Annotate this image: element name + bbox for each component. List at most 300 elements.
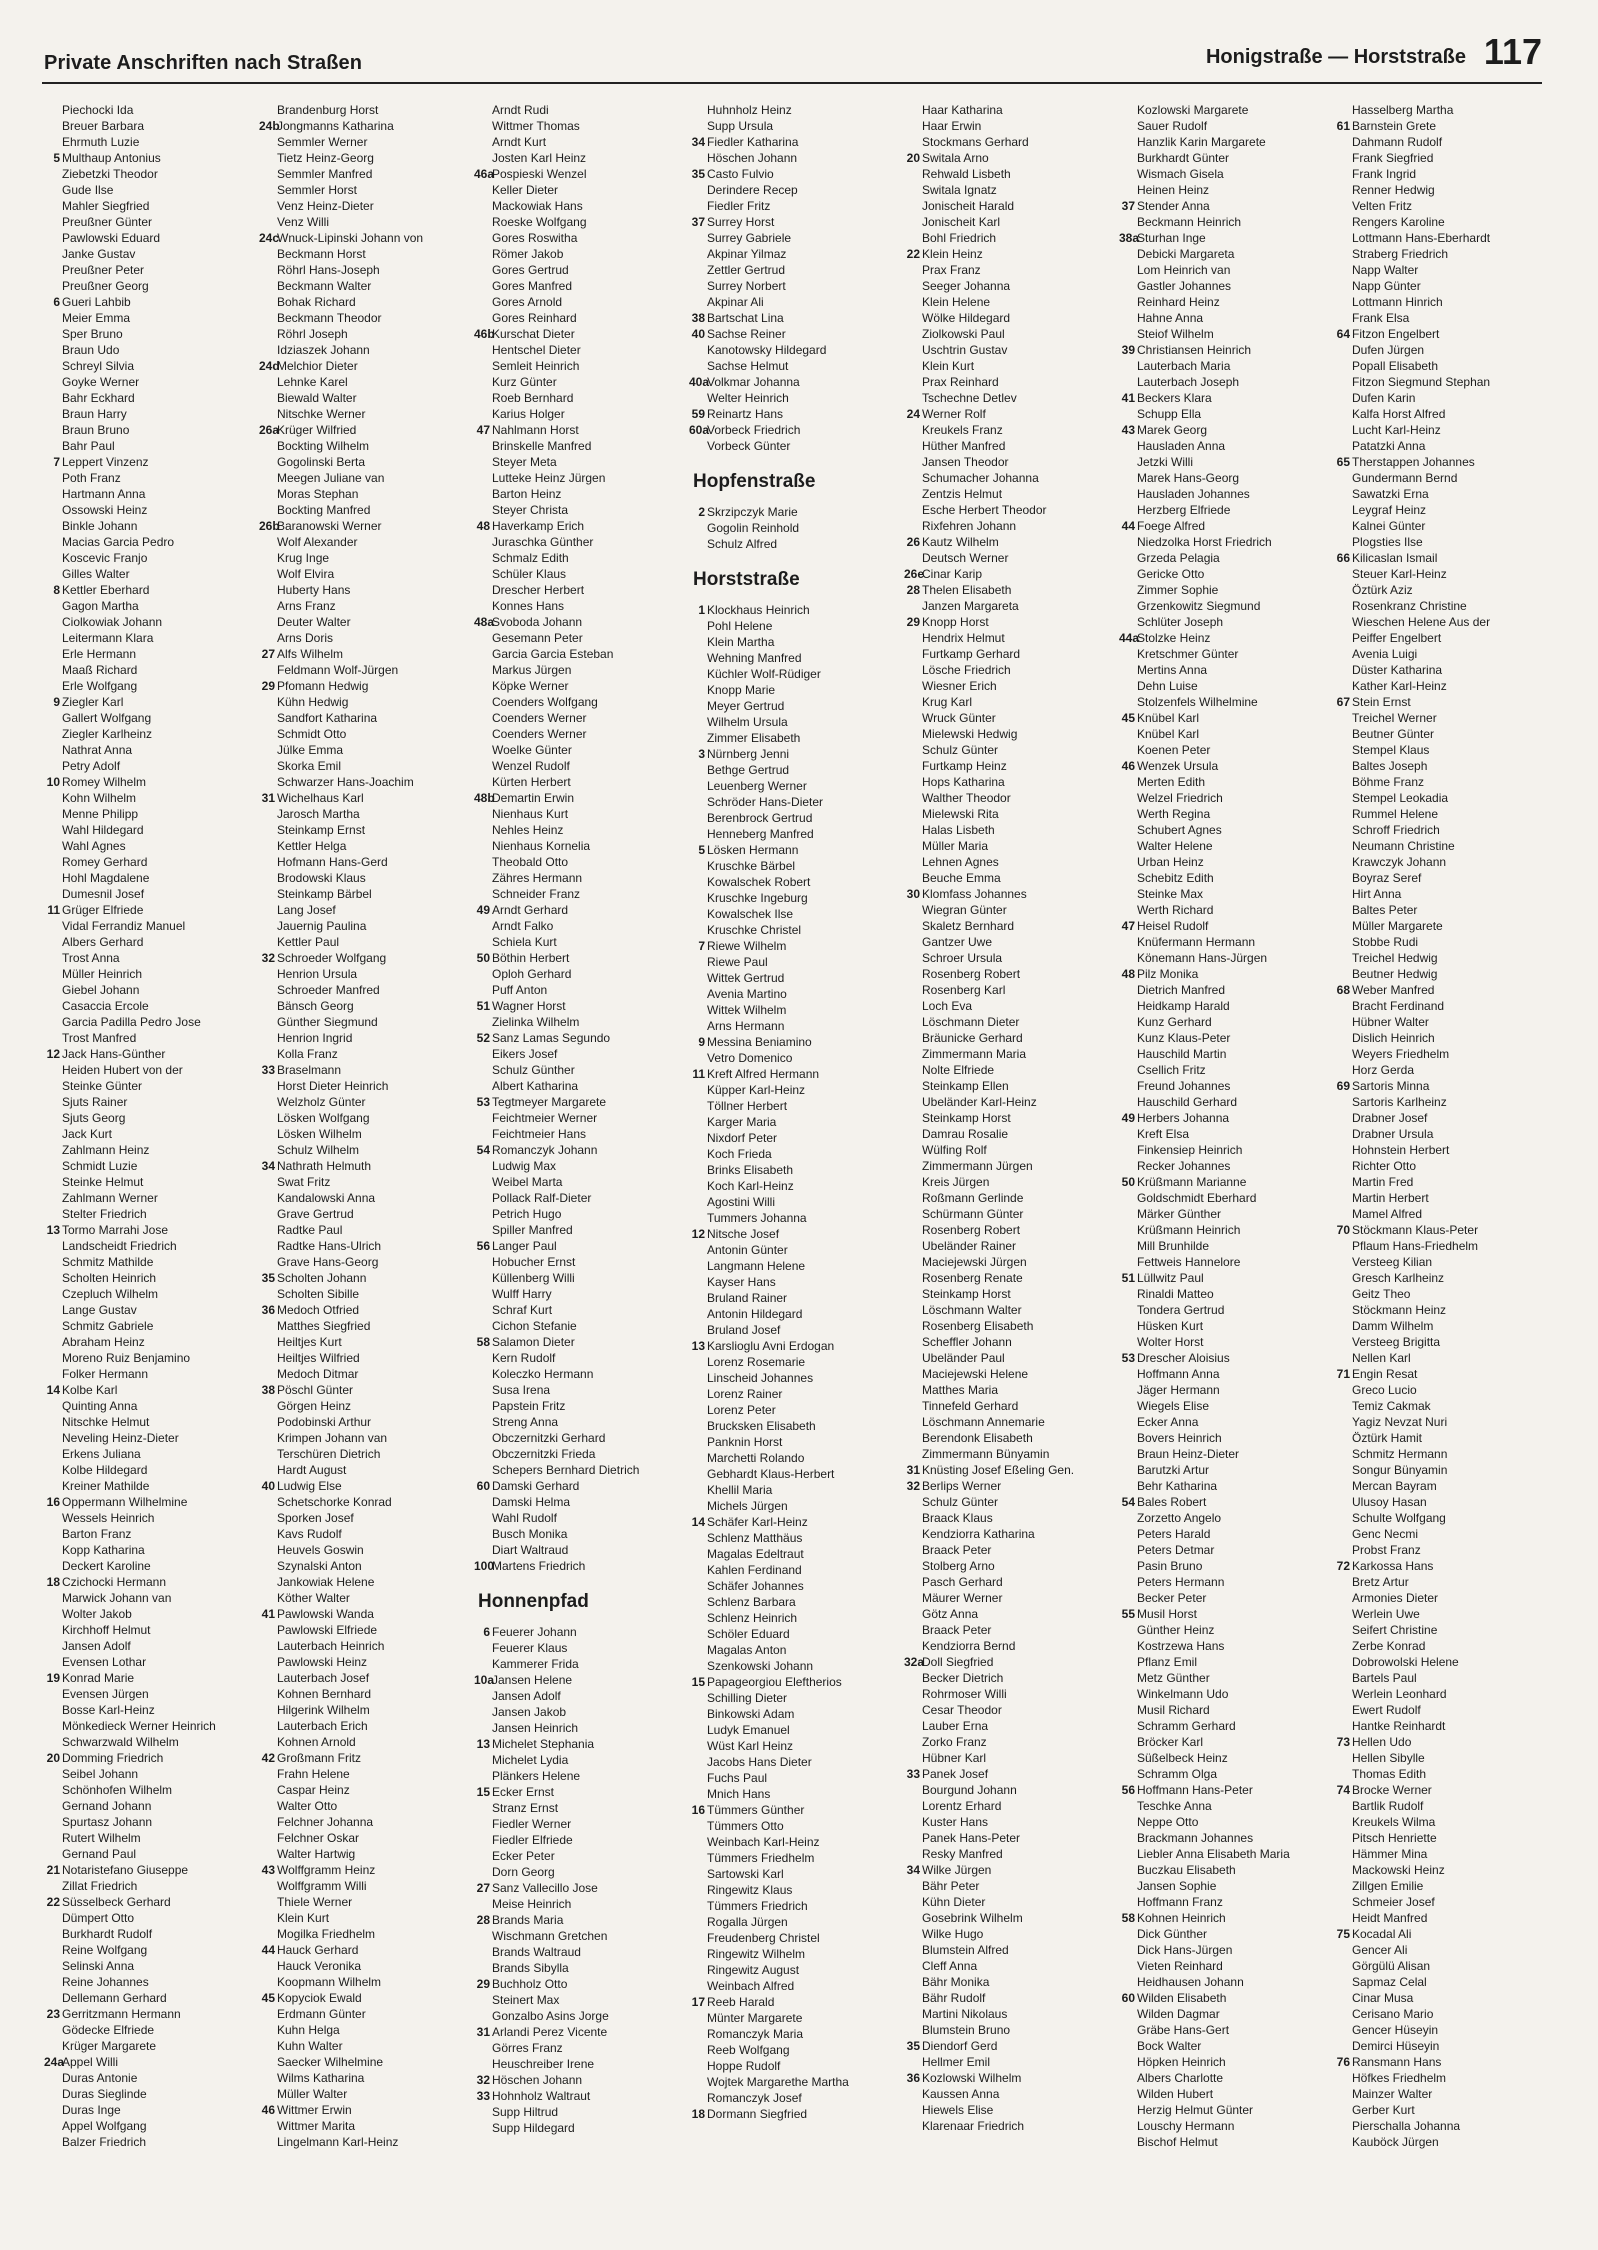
house-number: 14: [46, 1383, 60, 1397]
resident-name: Matthes Maria: [922, 1383, 999, 1397]
resident-name: Jonischeit Karl: [922, 215, 1001, 229]
address-entry: [259, 326, 469, 342]
resident-name: Hoffmann Hans-Peter: [1137, 1783, 1253, 1797]
house-number: 34: [906, 1863, 920, 1877]
resident-name: Gräbe Hans-Gert: [1137, 2023, 1230, 2037]
resident-name: Rosenberg Robert: [922, 1223, 1021, 1237]
resident-name: Buczkau Elisabeth: [1137, 1863, 1236, 1877]
resident-name: Müller Walter: [277, 2087, 348, 2101]
address-entry: [904, 550, 1114, 566]
address-entry: [44, 2054, 254, 2070]
address-entry: [904, 1270, 1114, 1286]
resident-name: Gude Ilse: [62, 183, 114, 197]
address-entry: [1334, 1430, 1544, 1446]
address-entry: [1119, 1638, 1329, 1654]
address-entry: [689, 1946, 899, 1962]
address-entry: [474, 1238, 684, 1254]
resident-name: Welzel Friedrich: [1137, 791, 1223, 805]
resident-name: Düster Katharina: [1352, 663, 1443, 677]
address-entry: [689, 1354, 899, 1370]
house-number: 44a: [1119, 631, 1140, 645]
address-entry: [259, 918, 469, 934]
resident-name: Reeb Harald: [707, 1995, 775, 2009]
address-entry: [1119, 694, 1329, 710]
resident-name: Römer Jakob: [492, 247, 564, 261]
resident-name: Meyer Gertrud: [707, 699, 785, 713]
resident-name: Beckmann Horst: [277, 247, 366, 261]
resident-name: Hellen Sibylle: [1352, 1751, 1425, 1765]
house-number: 13: [46, 1223, 60, 1237]
address-entry: [474, 102, 684, 118]
address-entry: [1119, 406, 1329, 422]
resident-name: Karger Maria: [707, 1115, 777, 1129]
address-entry: [474, 134, 684, 150]
resident-name: Stolzke Heinz: [1137, 631, 1211, 645]
resident-name: Mielewski Rita: [922, 807, 999, 821]
address-entry: [474, 1704, 684, 1720]
address-entry: [689, 634, 899, 650]
address-entry: [474, 1206, 684, 1222]
house-number: 48b: [474, 791, 495, 805]
address-entry: [259, 1622, 469, 1638]
resident-name: Leuenberg Werner: [707, 779, 807, 793]
resident-name: Öztürk Hamit: [1352, 1431, 1423, 1445]
resident-name: Baltes Joseph: [1352, 759, 1428, 773]
address-entry: [44, 1014, 254, 1030]
resident-name: Schumacher Johanna: [922, 471, 1039, 485]
address-entry: [1334, 614, 1544, 630]
address-entry: [904, 982, 1114, 998]
address-entry: [474, 1062, 684, 1078]
address-entry: [1119, 614, 1329, 630]
resident-name: Krawczyk Johann: [1352, 855, 1447, 869]
resident-name: Marek Georg: [1137, 423, 1208, 437]
address-entry: [1334, 1686, 1544, 1702]
resident-name: Ecker Ernst: [492, 1785, 555, 1799]
address-entry: [259, 1718, 469, 1734]
address-entry: [1119, 1206, 1329, 1222]
resident-name: Jansen Jakob: [492, 1705, 567, 1719]
resident-name: Wahl Agnes: [62, 839, 126, 853]
house-number: 23: [46, 2007, 60, 2021]
resident-name: Sandfort Katharina: [277, 711, 378, 725]
address-entry: [904, 2054, 1114, 2070]
address-entry: [1334, 1222, 1544, 1238]
resident-name: Damski Helma: [492, 1495, 571, 1509]
resident-name: Burkhardt Rudolf: [62, 1927, 153, 1941]
address-entry: [44, 1798, 254, 1814]
resident-name: Braack Peter: [922, 1543, 992, 1557]
address-entry: [44, 454, 254, 470]
resident-name: Plogsties Ilse: [1352, 535, 1423, 549]
address-entry: [259, 1814, 469, 1830]
address-entry: [474, 294, 684, 310]
address-entry: [689, 1242, 899, 1258]
resident-name: Kreiner Mathilde: [62, 1479, 150, 1493]
address-entry: [1334, 454, 1544, 470]
address-entry: [904, 1078, 1114, 1094]
resident-name: Velten Fritz: [1352, 199, 1413, 213]
address-entry: [474, 662, 684, 678]
house-number: 58: [1121, 1911, 1135, 1925]
address-entry: [474, 518, 684, 534]
house-number: 11: [692, 1067, 705, 1081]
address-entry: [259, 1638, 469, 1654]
resident-name: Karslioglu Avni Erdogan: [707, 1339, 835, 1353]
address-entry: [44, 1126, 254, 1142]
address-entry: [44, 1958, 254, 1974]
resident-name: Ehrmuth Luzie: [62, 135, 140, 149]
resident-name: Behr Katharina: [1137, 1479, 1218, 1493]
address-entry: [259, 2006, 469, 2022]
resident-name: Cinar Musa: [1352, 1991, 1414, 2005]
resident-name: Blumstein Alfred: [922, 1943, 1009, 1957]
resident-name: Arndt Rudi: [492, 103, 549, 117]
resident-name: Bänsch Georg: [277, 999, 354, 1013]
address-entry: [689, 1562, 899, 1578]
resident-name: Krug Inge: [277, 551, 330, 565]
address-entry: [44, 390, 254, 406]
address-entry: [904, 1670, 1114, 1686]
address-entry: [1334, 390, 1544, 406]
house-number: 12: [691, 1227, 705, 1241]
resident-name: Wessels Heinrich: [62, 1511, 155, 1525]
house-number: 76: [1336, 2055, 1350, 2069]
address-entry: [1119, 1798, 1329, 1814]
resident-name: Schiela Kurt: [492, 935, 557, 949]
address-entry: [44, 582, 254, 598]
address-entry: [1119, 710, 1329, 726]
address-entry: [904, 1894, 1114, 1910]
address-entry: [259, 1046, 469, 1062]
resident-name: Walter Hartwig: [277, 1847, 356, 1861]
resident-name: Drescher Herbert: [492, 583, 585, 597]
house-number: 18: [691, 2107, 705, 2121]
house-number: 59: [691, 407, 705, 421]
address-entry: [259, 646, 469, 662]
house-number: 20: [906, 151, 920, 165]
resident-name: Seifert Christine: [1352, 1623, 1438, 1637]
address-entry: [1119, 2070, 1329, 2086]
address-entry: [1119, 2006, 1329, 2022]
house-number: 44: [261, 1943, 275, 1957]
address-entry: [474, 870, 684, 886]
address-entry: [1119, 678, 1329, 694]
address-entry: [689, 406, 899, 422]
resident-name: Welter Heinrich: [707, 391, 789, 405]
address-entry: [689, 826, 899, 842]
resident-name: Wenzel Rudolf: [492, 759, 570, 773]
resident-name: Romanczyk Johann: [492, 1143, 598, 1157]
address-entry: [904, 1478, 1114, 1494]
address-entry: [689, 730, 899, 746]
resident-name: Pollack Ralf-Dieter: [492, 1191, 592, 1205]
resident-name: Romanczyk Josef: [707, 2091, 802, 2105]
resident-name: Jansen Theodor: [922, 455, 1009, 469]
resident-name: Hausladen Anna: [1137, 439, 1226, 453]
resident-name: Klein Helene: [922, 295, 991, 309]
address-entry: [1119, 518, 1329, 534]
address-entry: [1334, 1590, 1544, 1606]
address-entry: [689, 1962, 899, 1978]
address-entry: [44, 1158, 254, 1174]
address-entry: [1334, 2022, 1544, 2038]
resident-name: Schubert Agnes: [1137, 823, 1222, 837]
resident-name: Caspar Heinz: [277, 1783, 350, 1797]
address-entry: [259, 1606, 469, 1622]
house-number: 51: [1121, 1271, 1135, 1285]
address-entry: [474, 1640, 684, 1656]
house-number: 70: [1336, 1223, 1350, 1237]
address-entry: [259, 358, 469, 374]
address-entry: [44, 1638, 254, 1654]
resident-name: Duras Inge: [62, 2103, 121, 2117]
resident-name: Preußner Peter: [62, 263, 145, 277]
resident-name: Becker Dietrich: [922, 1671, 1004, 1685]
address-entry: [904, 150, 1114, 166]
address-entry: [689, 1098, 899, 1114]
house-number: 27: [476, 1881, 490, 1895]
address-entry: [689, 390, 899, 406]
resident-name: Wolter Horst: [1137, 1335, 1204, 1349]
house-number: 64: [1336, 327, 1350, 341]
resident-name: Zimmermann Maria: [922, 1047, 1027, 1061]
resident-name: Arndt Gerhard: [492, 903, 569, 917]
address-entry: [259, 1574, 469, 1590]
house-number: 50: [1121, 1175, 1135, 1189]
address-entry: [44, 1478, 254, 1494]
resident-name: Schroff Friedrich: [1352, 823, 1440, 837]
resident-name: Hauck Gerhard: [277, 1943, 359, 1957]
resident-name: Messina Beniamino: [707, 1035, 812, 1049]
address-entry: [44, 214, 254, 230]
resident-name: Stranz Ernst: [492, 1801, 559, 1815]
address-entry: [44, 1974, 254, 1990]
address-entry: [689, 666, 899, 682]
address-entry: [474, 1944, 684, 1960]
house-number: 6: [53, 295, 60, 309]
house-number: 2: [698, 505, 705, 519]
resident-name: Hoffmann Franz: [1137, 1895, 1223, 1909]
address-entry: [259, 1734, 469, 1750]
address-entry: [689, 1194, 899, 1210]
resident-name: Hübner Karl: [922, 1751, 987, 1765]
resident-name: Klein Martha: [707, 635, 775, 649]
resident-name: Bock Walter: [1137, 2039, 1202, 2053]
address-entry: [1334, 2134, 1544, 2150]
resident-name: Horst Dieter Heinrich: [277, 1079, 389, 1093]
resident-name: Steinke Max: [1137, 887, 1204, 901]
address-entry: [904, 1654, 1114, 1670]
address-entry: [1119, 1558, 1329, 1574]
address-entry: [904, 1014, 1114, 1030]
address-entry: [1334, 1494, 1544, 1510]
resident-name: Werth Regina: [1137, 807, 1211, 821]
resident-name: Heuvels Goswin: [277, 1543, 364, 1557]
resident-name: Wilden Dagmar: [1137, 2007, 1220, 2021]
address-entry: [904, 1286, 1114, 1302]
address-entry: [474, 1254, 684, 1270]
resident-name: Krimpen Johann van: [277, 1431, 388, 1445]
resident-name: Coenders Werner: [492, 711, 587, 725]
address-entry: [1119, 1974, 1329, 1990]
address-entry: [1334, 486, 1544, 502]
resident-name: Peiffer Engelbert: [1352, 631, 1442, 645]
resident-name: Oppermann Wilhelmine: [62, 1495, 188, 1509]
address-entry: [689, 358, 899, 374]
address-entry: [259, 2134, 469, 2150]
house-number: 19: [46, 1671, 60, 1685]
address-entry: [474, 1222, 684, 1238]
resident-name: Koch Frieda: [707, 1147, 772, 1161]
house-number: 13: [691, 1339, 705, 1353]
address-entry: [259, 1654, 469, 1670]
house-number: 32: [906, 1479, 920, 1493]
address-entry: [1119, 214, 1329, 230]
resident-name: Marchetti Rolando: [707, 1451, 805, 1465]
resident-name: Martens Friedrich: [492, 1559, 586, 1573]
resident-name: Woelke Günter: [492, 743, 572, 757]
address-entry: [259, 470, 469, 486]
resident-name: Hoffmann Anna: [1137, 1367, 1220, 1381]
address-entry: [474, 1816, 684, 1832]
address-entry: [259, 1142, 469, 1158]
address-entry: [259, 790, 469, 806]
resident-name: Surrey Norbert: [707, 279, 786, 293]
resident-name: Pospieski Wenzel: [492, 167, 587, 181]
house-number: 53: [1121, 1351, 1135, 1365]
resident-name: Puff Anton: [492, 983, 548, 997]
address-entry: [44, 1702, 254, 1718]
resident-name: Dumesnil Josef: [62, 887, 145, 901]
address-entry: [1334, 1926, 1544, 1942]
address-entry: [474, 598, 684, 614]
address-entry: [1119, 2102, 1329, 2118]
address-entry: [689, 1114, 899, 1130]
address-entry: [1119, 998, 1329, 1014]
resident-name: Meise Heinrich: [492, 1897, 572, 1911]
resident-name: Magalas Edeltraut: [707, 1547, 804, 1561]
street-heading: Horststraße: [693, 569, 800, 590]
address-entry: [904, 326, 1114, 342]
address-entry: [1119, 1110, 1329, 1126]
resident-name: Röhrl Joseph: [277, 327, 348, 341]
address-entry: [259, 1270, 469, 1286]
resident-name: Appel Wolfgang: [62, 2119, 147, 2133]
address-entry: [1119, 726, 1329, 742]
house-number: 31: [476, 2025, 490, 2039]
address-entry: [44, 1622, 254, 1638]
resident-name: Vorbeck Friedrich: [707, 423, 801, 437]
resident-name: Wilms Katharina: [277, 2071, 365, 2085]
resident-name: Henrion Ingrid: [277, 1031, 353, 1045]
address-entry: [904, 838, 1114, 854]
resident-name: Hübner Walter: [1352, 1015, 1429, 1029]
resident-name: Böthin Herbert: [492, 951, 570, 965]
house-number: 32: [261, 951, 275, 965]
address-entry: [259, 1398, 469, 1414]
address-entry: [904, 374, 1114, 390]
resident-name: Steiof Wilhelm: [1137, 327, 1214, 341]
resident-name: Bischof Helmut: [1137, 2135, 1218, 2149]
address-entry: [259, 1446, 469, 1462]
address-entry: [689, 166, 899, 182]
address-entry: [904, 1398, 1114, 1414]
address-entry: [904, 1830, 1114, 1846]
resident-name: Brands Waltraud: [492, 1945, 581, 1959]
address-entry: [474, 1334, 684, 1350]
resident-name: Jansen Helene: [492, 1673, 573, 1687]
resident-name: Walter Otto: [277, 1799, 338, 1813]
address-entry: [1119, 1894, 1329, 1910]
address-entry: [904, 278, 1114, 294]
resident-name: Grzenkowitz Siegmund: [1137, 599, 1261, 613]
address-entry: [1119, 1334, 1329, 1350]
resident-name: Koch Karl-Heinz: [707, 1179, 794, 1193]
resident-name: Therstappen Johannes: [1352, 455, 1475, 469]
house-number: 52: [476, 1031, 490, 1045]
resident-name: Drescher Aloisius: [1137, 1351, 1230, 1365]
house-number: 38: [261, 1383, 275, 1397]
resident-name: Halas Lisbeth: [922, 823, 995, 837]
address-entry: [1119, 1670, 1329, 1686]
resident-name: Stöckmann Heinz: [1352, 1303, 1447, 1317]
resident-name: Wruck Günter: [922, 711, 996, 725]
resident-name: Gueri Lahbib: [62, 295, 131, 309]
address-entry: [689, 1386, 899, 1402]
address-entry: [1334, 1910, 1544, 1926]
house-number: 20: [46, 1751, 60, 1765]
address-entry: [44, 694, 254, 710]
resident-name: Pohl Helene: [707, 619, 773, 633]
address-entry: [689, 1146, 899, 1162]
address-entry: [1119, 1734, 1329, 1750]
address-entry: [474, 806, 684, 822]
address-entry: [1119, 1446, 1329, 1462]
address-entry: [689, 2074, 899, 2090]
address-entry: [1119, 1654, 1329, 1670]
resident-name: Metz Günther: [1137, 1671, 1210, 1685]
address-entry: [1119, 758, 1329, 774]
address-entry: [1334, 342, 1544, 358]
address-entry: [1334, 870, 1544, 886]
resident-name: Steinke Günter: [62, 1079, 143, 1093]
address-entry: [1119, 1686, 1329, 1702]
resident-name: Wittmer Thomas: [492, 119, 580, 133]
address-entry: [904, 566, 1114, 582]
address-entry: [1334, 1190, 1544, 1206]
resident-name: Trost Anna: [62, 951, 120, 965]
address-entry: [904, 1174, 1114, 1190]
address-entry: [904, 2038, 1114, 2054]
address-entry: [259, 838, 469, 854]
resident-name: Preußner Günter: [62, 215, 153, 229]
address-entry: [1334, 1654, 1544, 1670]
address-entry: [1119, 374, 1329, 390]
house-number: 28: [906, 583, 920, 597]
resident-name: Mercan Bayram: [1352, 1479, 1437, 1493]
address-entry: [1334, 1254, 1544, 1270]
address-entry: [904, 438, 1114, 454]
resident-name: Schlenz Matthäus: [707, 1531, 803, 1545]
resident-name: Kopyciok Ewald: [277, 1991, 362, 2005]
resident-name: Bruland Rainer: [707, 1291, 788, 1305]
address-entry: [1334, 1078, 1544, 1094]
house-number: 8: [53, 583, 60, 597]
resident-name: Zorzetto Angelo: [1137, 1511, 1222, 1525]
resident-name: Schäfer Karl-Heinz: [707, 1515, 808, 1529]
house-number: 22: [46, 1895, 60, 1909]
